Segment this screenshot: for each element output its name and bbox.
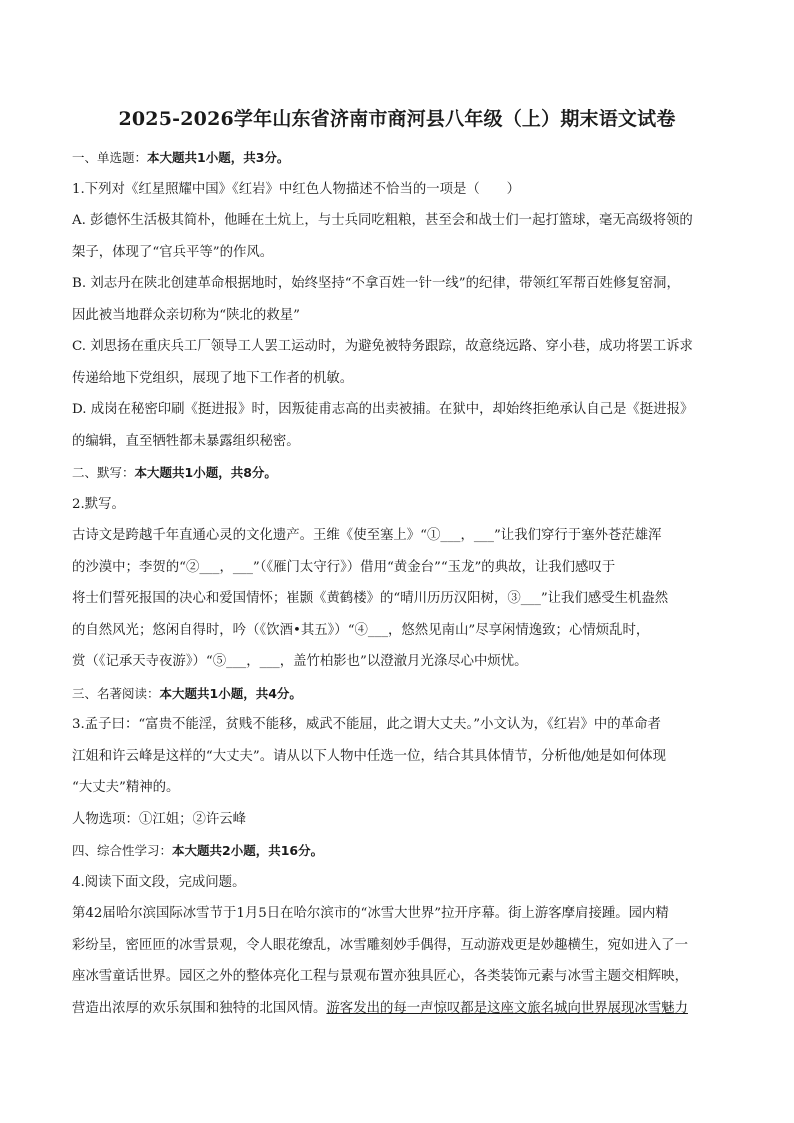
question-3-options: 人物选项：①江姐；②许云峰 <box>72 811 247 827</box>
passage-line-2: 彩纷呈，密匝匝的冰雪景观，令人眼花缭乱，冰雪雕刻妙手偶得，互动游戏更是妙趣横生，宛如进入了一 <box>72 937 688 953</box>
question-3-line-1: 3.孟子曰：“富贵不能淫，贫贱不能移，威武不能屈，此之谓大丈夫。”小文认为，《红岩》中的革命者 <box>72 717 661 732</box>
underlined-sentence: 游客发出的每一声惊叹都是这座文旅名城向世界展现冰雪魅力 <box>326 1000 688 1016</box>
question-1-stem: 1.下列对《红星照耀中国》《红岩》中红色人物描述不恰当的一项是（ ） <box>72 181 520 197</box>
option-c-line-1: C. 刘思扬在重庆兵工厂领导工人罢工运动时，为避免被特务跟踪，故意绕远路、穿小巷，成功将罢工诉求 <box>72 339 693 354</box>
option-d-line-2: 的编辑，直至牺牲都未暴露组织秘密。 <box>72 433 300 449</box>
section-desc: 本大题共1小题，共3分。 <box>147 150 290 165</box>
question-3-line-2: 江姐和许云峰是这样的“大丈夫”。请从以下人物中任选一位，结合其具体情节，分析他/她是如何体现 <box>72 748 666 764</box>
option-a-line-1: A. 彭德怀生活极其简朴，他睡在土炕上，与士兵同吃粗粮，甚至会和战士们一起打篮球，毫无高级将领的 <box>72 213 693 228</box>
section-2-heading <box>72 457 722 489</box>
option-b-line-1: B. 刘志丹在陕北创建革命根据地时，始终坚持“不拿百姓一针一线”的纪律，带领红军帮百姓修复窑洞， <box>72 276 680 291</box>
question-2-line-4: 的自然风光；悠闲自得时，吟（《饮酒•其五》）“④___，悠然见南山”尽享闲情逸致；心情烦乱时， <box>72 622 650 638</box>
passage-line-3: 座冰雪童话世界。园区之外的整体亮化工程与景观布置亦独具匠心，各类装饰元素与冰雪主题交相辉映， <box>72 969 688 984</box>
page-title: 2025-2026学年山东省济南市商河县八年级（上）期末语文试卷 <box>118 108 676 130</box>
passage-text: 营造出浓厚的欢乐氛围和独特的北国风情。 <box>72 1000 327 1016</box>
question-2-line-2: 的沙漠中；李贺的“②___，___”（《雁门太守行》）借用“黄金台”“玉龙”的典故，让我们感叹于 <box>72 559 616 575</box>
section-desc: 本大题共2小题，共16分。 <box>172 843 324 858</box>
question-2-line-3: 将士们誓死报国的决心和爱国情怀；崔颢《黄鹤楼》的“晴川历历汉阳树，③___”让我们感受生机盎然 <box>72 591 669 606</box>
section-1-heading <box>72 142 722 174</box>
section-name: 四、综合性学习： <box>72 843 173 858</box>
section-name: 二、默写： <box>72 465 135 480</box>
question-2-line-1: 古诗文是跨越千年直通心灵的文化遗产。王维《使至塞上》“①___，___”让我们穿行于塞外苍茫雄浑 <box>72 528 662 543</box>
section-3-heading <box>72 678 722 710</box>
option-b-line-2: 因此被当地群众亲切称为“陕北的救星” <box>72 307 300 323</box>
question-2-line-5: 赏（《记承天寺夜游》）“⑤___，___，盖竹柏影也”以澄澈月光涤尽心中烦忧。 <box>72 654 528 669</box>
section-4-heading <box>72 835 722 867</box>
question-4-stem: 4.阅读下面文段，完成问题。 <box>72 874 246 890</box>
question-2-stem: 2.默写。 <box>72 496 125 512</box>
option-c-line-2: 传递给地下党组织，展现了地下工作者的机敏。 <box>72 370 354 386</box>
option-a-line-2: 架子，体现了“官兵平等”的作风。 <box>72 244 274 260</box>
section-desc: 本大题共1小题，共4分。 <box>159 685 302 701</box>
section-name: 一、单选题： <box>72 150 148 165</box>
question-3-line-3: “大丈夫”精神的。 <box>72 780 180 795</box>
passage-line-4 <box>72 993 722 1025</box>
option-d-line-1: D. 成岗在秘密印刷《挺进报》时，因叛徒甫志高的出卖被捕。在狱中，却始终拒绝承认自己是《挺进报》 <box>72 402 694 417</box>
section-name: 三、名著阅读： <box>72 685 160 701</box>
section-desc: 本大题共1小题，共8分。 <box>134 465 277 480</box>
passage-line-1: 第42届哈尔滨国际冰雪节于1月5日在哈尔滨市的“冰雪大世界”拉开序幕。街上游客摩肩接踵。园内精 <box>72 906 669 921</box>
